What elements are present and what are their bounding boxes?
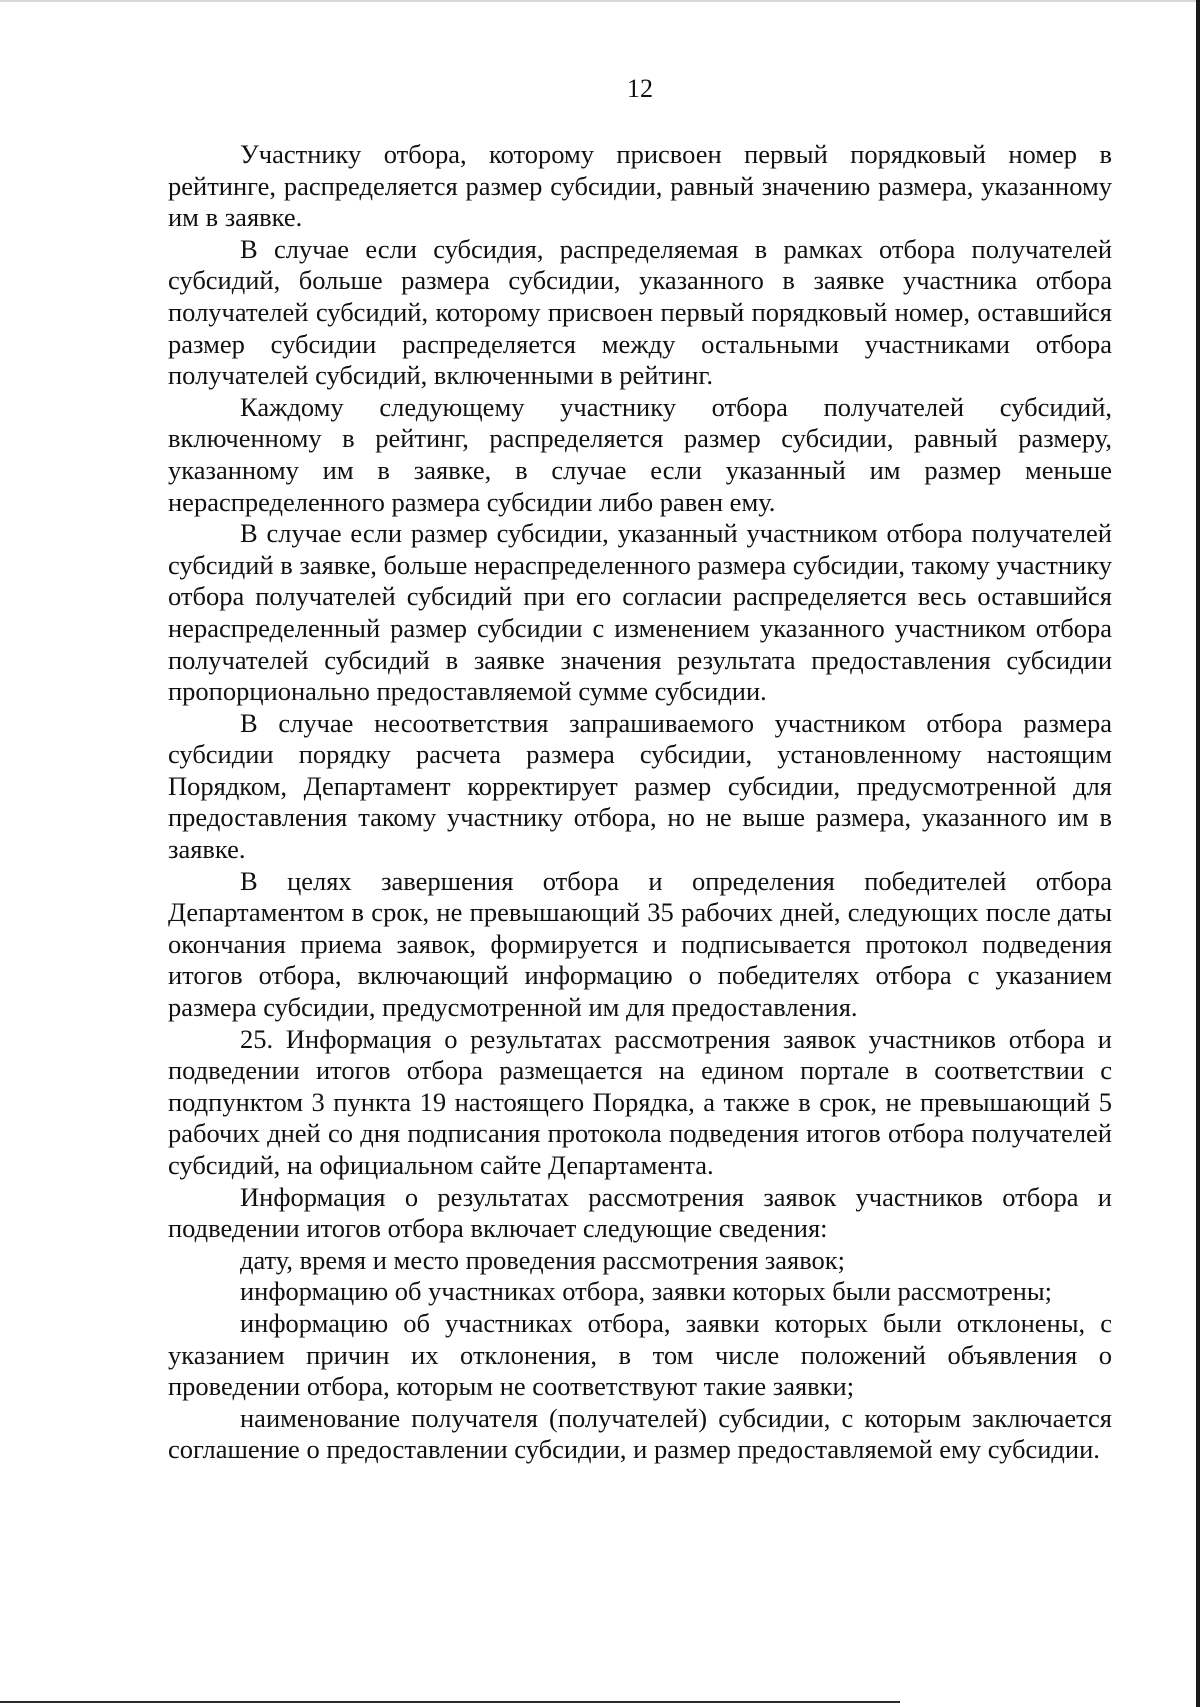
- list-item-1: дату, время и место проведения рассмотрения заявок;: [240, 1244, 846, 1275]
- paragraph-2: В случае если субсидия, распределяемая в рамках отбора получателей субсидий, больше размера субсидии, указанного в заявке участника отбора получателей субсидий, которому присвоен первый порядковый номер, оставшийся размер субсидии распределяется между остальными участниками отбора получателей субсидий, включенными в рейтинг.: [168, 233, 1112, 391]
- document-body: [168, 139, 1112, 1466]
- scan-top-edge: [0, 0, 1200, 2]
- paragraph-1: Участнику отбора, которому присвоен первый порядковый номер в рейтинге, распределяется размер субсидии, равный значению размера, указанному им в заявке.: [168, 139, 1112, 233]
- paragraph-5: В случае несоответствия запрашиваемого участником отбора размера субсидии порядку расчета размера субсидии, установленному настоящим Порядком, Департамент корректирует размер субсидии, предусмотренной для предоставления такому участнику отбора, но не выше размера, указанного им в заявке.: [168, 707, 1112, 865]
- list-item-3: информацию об участниках отбора, заявки которых были отклонены, с указанием причин их отклонения, в том числе положений объявления о проведении отбора, которым не соответствуют такие заявки;: [168, 1307, 1112, 1402]
- paragraph-8: Информация о результатах рассмотрения заявок участников отбора и подведении итогов отбора включает следующие сведения:: [168, 1181, 1112, 1244]
- list-item-2: информацию об участниках отбора, заявки которых были рассмотрены;: [240, 1276, 1053, 1307]
- paragraph-3: Каждому следующему участнику отбора получателей субсидий, включенному в рейтинг, распределяется размер субсидии, равный размеру, указанному им в заявке, в случае если указанный им размер меньше нераспределенного размера субсидии либо равен ему.: [168, 391, 1112, 517]
- page-number: 12: [627, 74, 653, 103]
- scan-right-edge: [1196, 0, 1200, 1707]
- scan-bottom-edge: [0, 1701, 900, 1703]
- paragraph-4: В случае если размер субсидии, указанный участником отбора получателей субсидий в заявке, больше нераспределенного размера субсидии, такому участнику отбора получателей субсидий при его согласии распределяется весь оставшийся нераспределенный размер субсидии с изменением указанного участником отбора получателей субсидий в заявке значения результата предоставления субсидии пропорционально предоставляемой сумме субсидии.: [168, 518, 1112, 707]
- list-item-4: наименование получателя (получателей) субсидии, с которым заключается соглашение о предоставлении субсидии, и размер предоставляемой ему субсидии.: [168, 1402, 1112, 1465]
- paragraph-7: 25. Информация о результатах рассмотрения заявок участников отбора и подведении итогов отбора размещается на едином портале в соответствии с подпунктом 3 пункта 19 настоящего Порядка, а также в срок, не превышающий 5 рабочих дней со дня подписания протокола подведения итогов отбора получателей субсидий, на официальном сайте Департамента.: [168, 1023, 1112, 1180]
- paragraph-6: В целях завершения отбора и определения победителей отбора Департаментом в срок, не превышающий 35 рабочих дней, следующих после даты окончания приема заявок, формируется и подписывается протокол подведения итогов отбора, включающий информацию о победителях отбора с указанием размера субсидии, предусмотренной им для предоставления.: [168, 865, 1112, 1023]
